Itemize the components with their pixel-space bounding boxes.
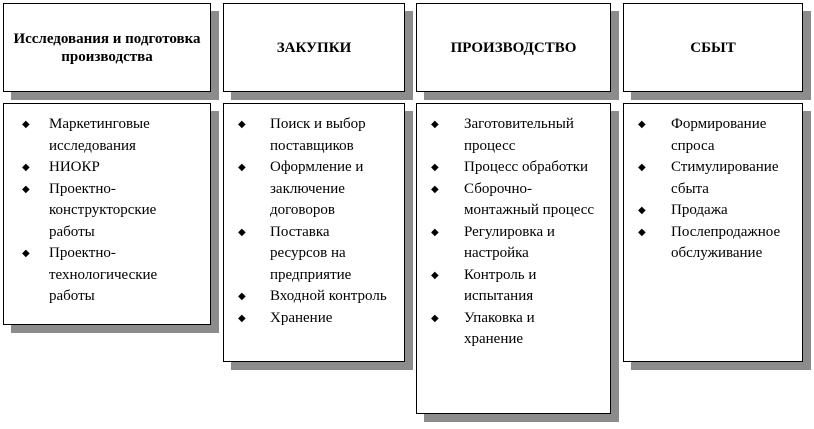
list-item: ◆ Сборочно-монтажный процесс bbox=[431, 180, 595, 218]
list-item: ◆ НИОКР bbox=[22, 157, 200, 179]
list-item: ◆ Поиск и выбор поставщиков bbox=[238, 116, 366, 154]
diamond-bullet-icon: ◆ bbox=[238, 291, 246, 302]
list-item: ◆ Послепродажное обслуживание bbox=[638, 223, 781, 261]
diamond-bullet-icon: ◆ bbox=[431, 119, 439, 130]
diamond-bullet-icon: ◆ bbox=[638, 162, 646, 173]
column-2-list bbox=[238, 114, 388, 329]
list-item: ◆ Маркетинговые исследования bbox=[22, 116, 150, 154]
diamond-bullet-icon: ◆ bbox=[431, 183, 439, 195]
list-item: ◆ Регулировка и настройка bbox=[431, 223, 555, 261]
diamond-bullet-icon: ◆ bbox=[638, 226, 646, 238]
diamond-bullet-icon: ◆ bbox=[638, 119, 646, 130]
diamond-bullet-icon: ◆ bbox=[238, 119, 246, 130]
column-1-header bbox=[3, 3, 211, 92]
list-item: ◆ Стимулирование сбыта bbox=[638, 159, 779, 197]
diamond-bullet-icon: ◆ bbox=[431, 162, 439, 173]
list-item: ◆ Упаковка и хранение bbox=[431, 309, 535, 347]
list-item: ◆ Формирование спроса bbox=[638, 116, 767, 154]
column-2-header bbox=[223, 3, 405, 92]
diamond-bullet-icon: ◆ bbox=[238, 312, 246, 324]
column-1-list bbox=[22, 114, 200, 308]
column-4-body bbox=[623, 103, 803, 362]
list-item: ◆ Контроль и испытания bbox=[431, 266, 537, 304]
list-item: ◆ Заготовительный процесс bbox=[431, 116, 574, 154]
column-3-body bbox=[416, 103, 611, 414]
list-item: ◆ Проектно-конструкторские работы bbox=[22, 180, 157, 240]
column-3-header bbox=[416, 3, 611, 92]
diamond-bullet-icon: ◆ bbox=[22, 248, 30, 259]
diamond-bullet-icon: ◆ bbox=[431, 226, 439, 238]
column-3-title: ПРОИЗВОДСТВО bbox=[450, 39, 577, 56]
diamond-bullet-icon: ◆ bbox=[22, 183, 30, 195]
column-3-list bbox=[431, 114, 597, 351]
column-1-title: Исследования и подготовка производства bbox=[13, 30, 201, 65]
list-item: ◆ Входной контроль bbox=[238, 286, 388, 308]
diamond-bullet-icon: ◆ bbox=[431, 312, 439, 324]
column-4-list bbox=[638, 114, 788, 265]
list-item: ◆ Проектно-технологические работы bbox=[22, 245, 158, 304]
list-item: ◆ Хранение bbox=[238, 308, 388, 330]
diamond-bullet-icon: ◆ bbox=[22, 119, 30, 130]
list-item: ◆ Оформление и заключение договоров bbox=[238, 159, 364, 218]
diamond-bullet-icon: ◆ bbox=[638, 205, 646, 216]
diamond-bullet-icon: ◆ bbox=[238, 162, 246, 173]
column-1-body bbox=[3, 103, 211, 325]
diamond-bullet-icon: ◆ bbox=[431, 269, 439, 281]
column-4-header bbox=[623, 3, 803, 92]
diamond-bullet-icon: ◆ bbox=[238, 226, 246, 238]
list-item: ◆ Поставка ресурсов на предприятие bbox=[238, 223, 352, 283]
column-4-title: СБЫТ bbox=[690, 39, 736, 56]
column-2-body bbox=[223, 103, 405, 362]
list-item: ◆ Продажа bbox=[638, 200, 788, 222]
list-item: ◆ Процесс обработки bbox=[431, 157, 597, 179]
column-2-title: ЗАКУПКИ bbox=[276, 39, 352, 56]
diamond-bullet-icon: ◆ bbox=[22, 162, 30, 173]
